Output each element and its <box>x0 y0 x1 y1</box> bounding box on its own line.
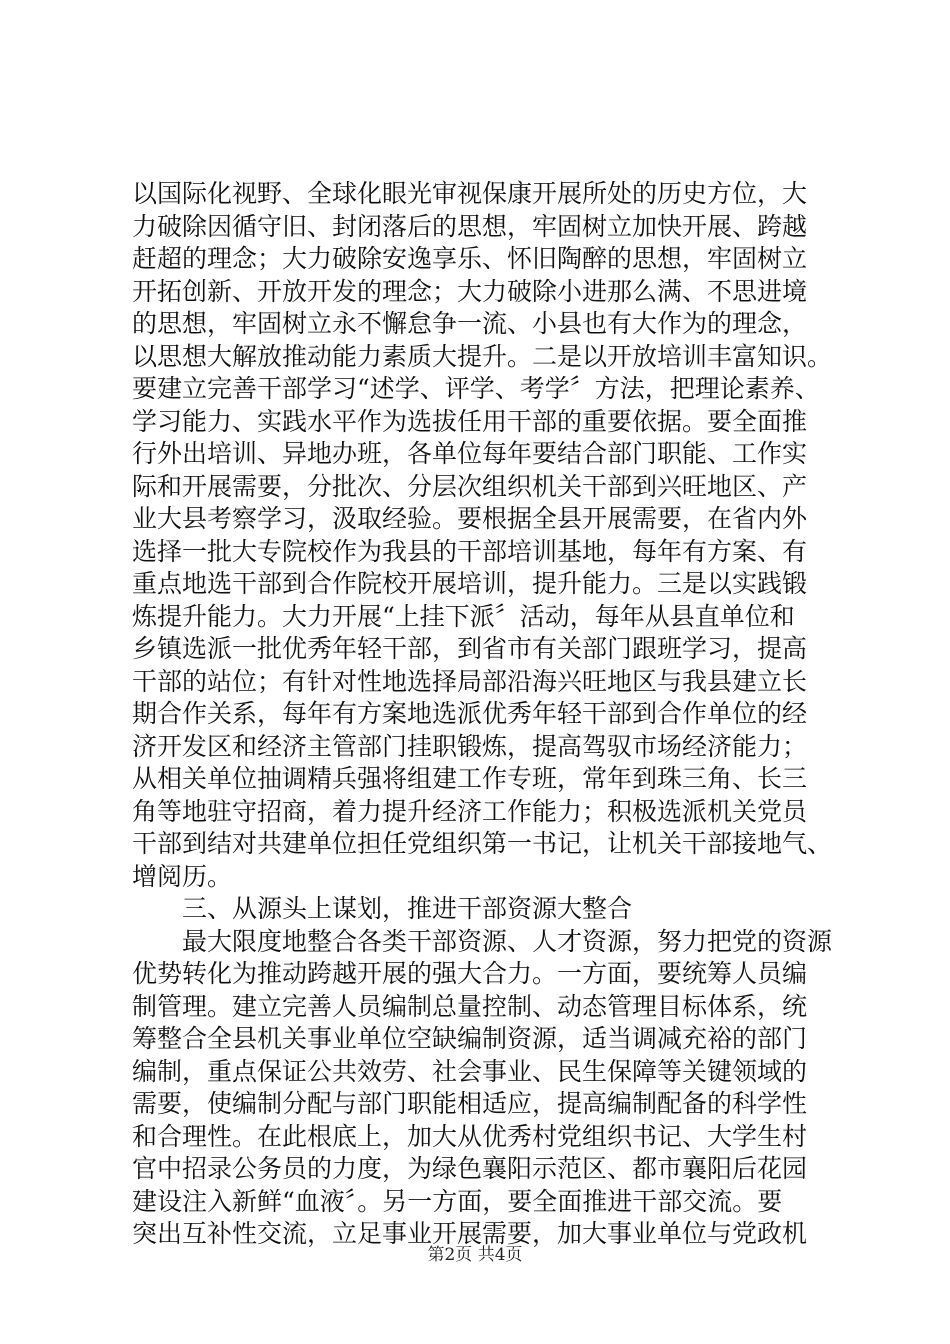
text-line: 增阅历。 <box>132 861 233 891</box>
text-line: 业大县考察学习，汲取经验。要根据全县开展需要，在省内外 <box>132 504 808 533</box>
text-line: 建设注入新鲜“血液〞。另一方面，要全面推进干部交流。要 <box>132 1186 783 1216</box>
paragraph-first-line: 最大限度地整合各类干部资源、人才资源，努力把党的资源 <box>182 926 833 956</box>
text-line: 行外出培训、异地办班，各单位每年要结合部门职能、工作实 <box>132 439 808 468</box>
document-body <box>132 178 852 1251</box>
text-line: 需要，使编制分配与部门职能相适应，提高编制配备的科学性 <box>132 1089 808 1118</box>
text-line: 制管理。建立完善人员编制总量控制、动态管理目标体系，统 <box>132 991 808 1021</box>
text-line: 学习能力、实践水平作为选拔任用干部的重要依据。要全面推 <box>132 406 808 436</box>
text-line: 重点地选干部到合作院校开展培训，提升能力。三是以实践锻 <box>132 569 808 598</box>
text-line: 角等地驻守招商，着力提升经济工作能力；积极选派机关党员 <box>132 796 808 826</box>
text-line: 开拓创新、开放开发的理念；大力破除小进那么满、不思进境 <box>132 276 808 306</box>
text-line: 突出互补性交流，立足事业开展需要，加大事业单位与党政机 <box>132 1219 808 1248</box>
text-line: 济开发区和经济主管部门挂职锻炼，提高驾驭市场经济能力； <box>132 731 808 761</box>
text-line: 炼提升能力。大力开展“上挂下派〞活动，每年从县直单位和 <box>132 601 795 631</box>
text-line: 力破除因循守旧、封闭落后的思想，牢固树立加快开展、跨越 <box>132 211 808 241</box>
text-line: 以国际化视野、全球化眼光审视保康开展所处的历史方位，大 <box>132 179 808 208</box>
text-line: 赶超的理念；大力破除安逸享乐、怀旧陶醉的思想，牢固树立 <box>132 244 808 273</box>
text-line: 要建立完善干部学习“述学、评学、考学〞方法，把理论素养、 <box>132 374 820 403</box>
text-line: 干部的站位；有针对性地选择局部沿海兴旺地区与我县建立长 <box>132 666 808 696</box>
text-line: 干部到结对共建单位担任党组织第一书记，让机关干部接地气、 <box>132 829 833 858</box>
text-line: 从相关单位抽调精兵强将组建工作专班，常年到珠三角、长三 <box>132 764 808 793</box>
text-line: 优势转化为推动跨越开展的强大合力。一方面，要统筹人员编 <box>132 959 808 988</box>
text-line: 官中招录公务员的力度，为绿色襄阳示范区、都市襄阳后花园 <box>132 1154 808 1183</box>
text-line: 选择一批大专院校作为我县的干部培训基地，每年有方案、有 <box>132 536 808 566</box>
text-line: 期合作关系，每年有方案地选派优秀年轻干部到合作单位的经 <box>132 699 808 728</box>
section-heading: 三、从源头上谋划，推进干部资源大整合 <box>182 894 633 923</box>
text-line: 和合理性。在此根底上，加大从优秀村党组织书记、大学生村 <box>132 1121 808 1151</box>
text-line: 乡镇选派一批优秀年轻干部，到省市有关部门跟班学习，提高 <box>132 634 808 663</box>
text-line: 筹整合全县机关事业单位空缺编制资源，适当调减充裕的部门 <box>132 1024 808 1053</box>
text-line: 编制，重点保证公共效劳、社会事业、民生保障等关键领域的 <box>132 1056 808 1086</box>
text-line: 际和开展需要，分批次、分层次组织机关干部到兴旺地区、产 <box>132 471 808 501</box>
text-line: 以思想大解放推动能力素质大提升。二是以开放培训丰富知识。 <box>132 341 833 371</box>
text-line: 的思想，牢固树立永不懈怠争一流、小县也有大作为的理念， <box>132 309 808 338</box>
page-footer: 第2页 共4页 <box>427 1245 523 1265</box>
